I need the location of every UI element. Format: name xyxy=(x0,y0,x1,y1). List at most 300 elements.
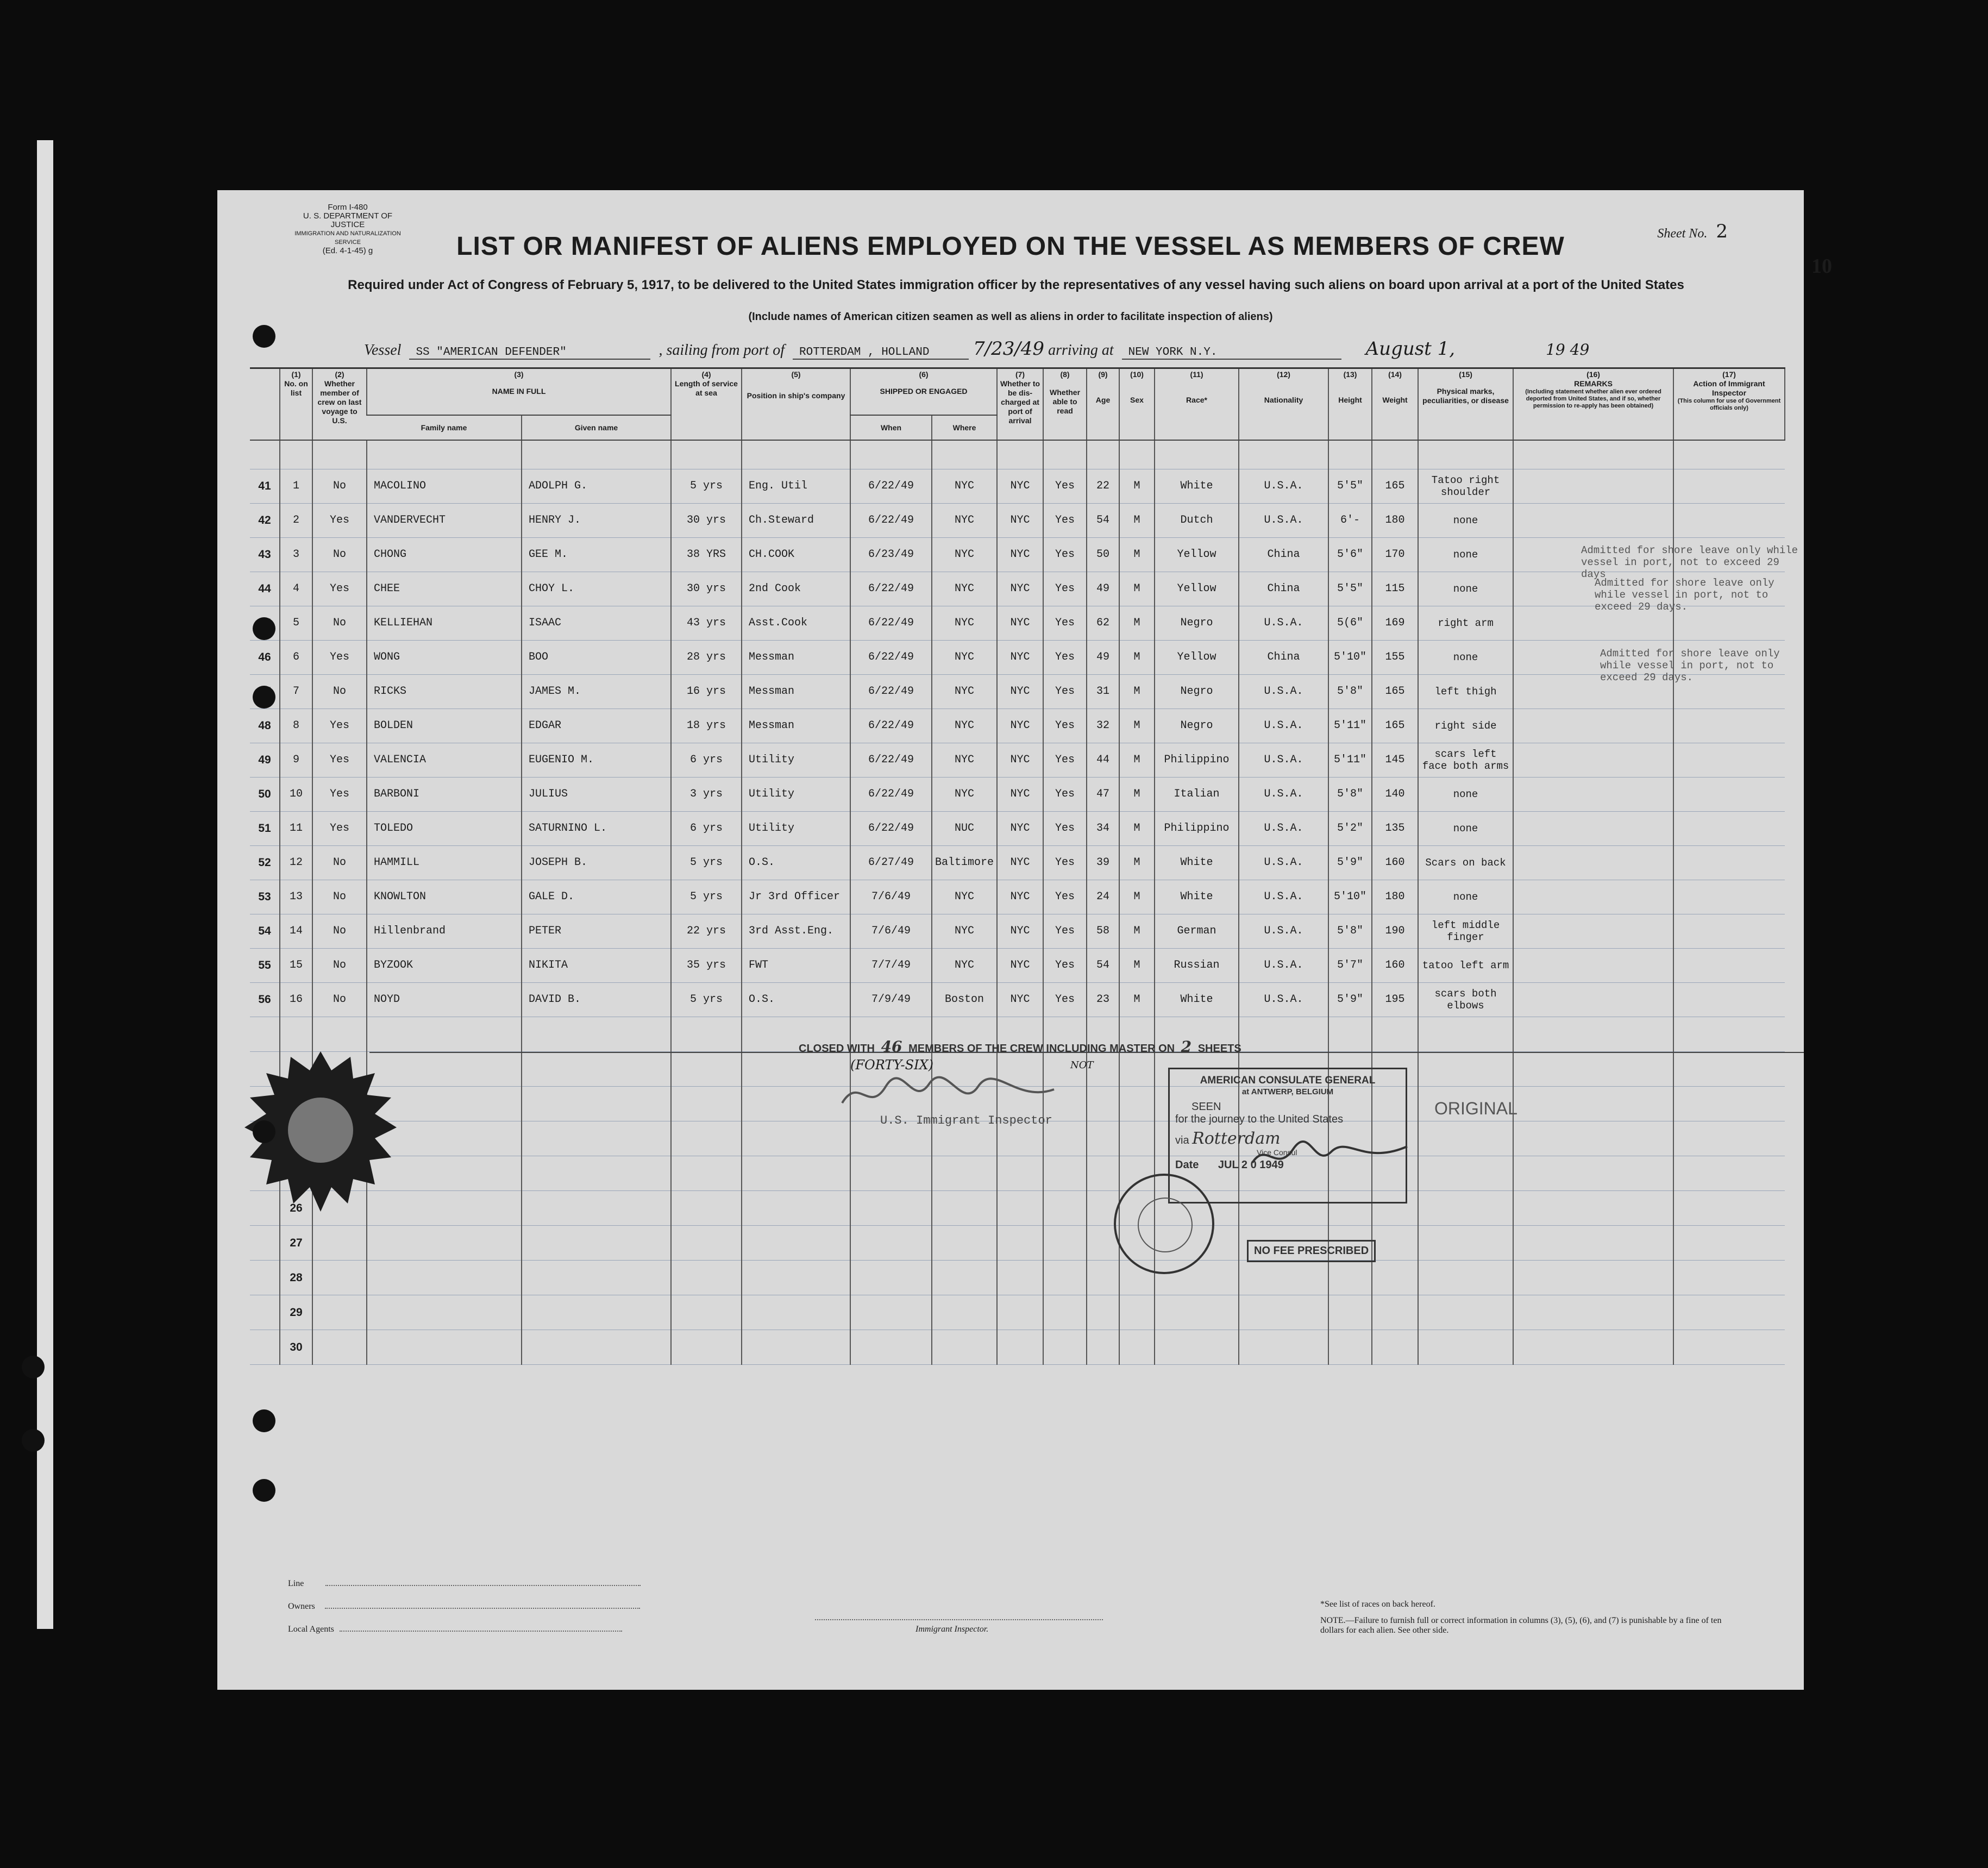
cell-no: 1 xyxy=(280,469,312,504)
via-label: via xyxy=(1175,1134,1189,1146)
cell-nationality: U.S.A. xyxy=(1239,846,1328,880)
cell-service: 30 yrs xyxy=(671,572,742,606)
cell-marks: none xyxy=(1418,572,1513,606)
cell-service: 22 yrs xyxy=(671,914,742,949)
cell-discharge: NYC xyxy=(997,572,1043,606)
cell-inspector-action xyxy=(1673,846,1785,880)
cell-race: Negro xyxy=(1155,675,1239,709)
cell-marks: Tatoo right shoulder xyxy=(1418,469,1513,504)
blank-cell xyxy=(671,1226,742,1261)
cell-where: NYC xyxy=(932,572,997,606)
date-label: Date xyxy=(1175,1159,1199,1171)
cell-where: NYC xyxy=(932,675,997,709)
crew-row xyxy=(250,641,1785,675)
cell-service: 35 yrs xyxy=(671,949,742,983)
footer-owners-field xyxy=(288,1602,640,1612)
cell-when: 7/6/49 xyxy=(850,914,932,949)
punch-hole xyxy=(253,1120,275,1143)
cell-race: Negro xyxy=(1155,709,1239,743)
blank-cell xyxy=(1043,1295,1087,1330)
col-position-header: (5) Position in ship's company xyxy=(742,368,850,441)
cell-nationality: U.S.A. xyxy=(1239,983,1328,1017)
cell-height: 6'- xyxy=(1328,504,1372,538)
cell-height: 5'6" xyxy=(1328,538,1372,572)
blank-cell xyxy=(932,1295,997,1330)
blank-cell xyxy=(522,1330,671,1365)
blank-row xyxy=(250,1226,1785,1261)
cell-service: 6 yrs xyxy=(671,812,742,846)
blank-cell xyxy=(1328,1295,1372,1330)
remark-stamp-2: Admitted for shore leave only while vessel in port, not to exceed 29 days. xyxy=(1595,577,1774,613)
cell-marks: none xyxy=(1418,641,1513,675)
blank-cell xyxy=(312,1330,367,1365)
document-subtitle: Required under Act of Congress of February 5, 1917, to be delivered to the United States immigration officer by the representatives of any vessel having such aliens on board upon arrival at a port of the United States xyxy=(348,278,1684,292)
col-service-header: (4) Length of service at sea xyxy=(671,368,742,441)
blank-cell xyxy=(1673,1226,1785,1261)
cell-read: Yes xyxy=(1043,606,1087,641)
cell-read: Yes xyxy=(1043,504,1087,538)
cell-marks: scars both elbows xyxy=(1418,983,1513,1017)
blank-cell xyxy=(671,1156,742,1191)
crew-count-words: (FORTY-SIX) xyxy=(850,1057,934,1073)
blank-cell xyxy=(1372,1226,1418,1261)
cell-discharge: NYC xyxy=(997,709,1043,743)
crew-row xyxy=(250,846,1785,880)
blank-cell xyxy=(997,1330,1043,1365)
col-nationality-header: (12) Nationality xyxy=(1239,368,1328,441)
cell-sex: M xyxy=(1119,743,1155,778)
cell-inspector-action xyxy=(1673,949,1785,983)
cell-nationality: U.S.A. xyxy=(1239,504,1328,538)
cell-remarks xyxy=(1513,846,1673,880)
cell-service: 6 yrs xyxy=(671,743,742,778)
cell-given: BOO xyxy=(522,641,671,675)
footer-line-field xyxy=(288,1579,641,1589)
crew-row xyxy=(250,880,1785,914)
cell-age: 50 xyxy=(1087,538,1119,572)
consulate-name: AMERICAN CONSULATE GENERAL xyxy=(1200,1075,1376,1086)
crew-row xyxy=(250,538,1785,572)
cell-service: 28 yrs xyxy=(671,641,742,675)
cell-line: 54 xyxy=(250,914,280,949)
cell-when: 6/22/49 xyxy=(850,812,932,846)
cell-race: Yellow xyxy=(1155,572,1239,606)
cell-discharge: NYC xyxy=(997,914,1043,949)
cell-discharge: NYC xyxy=(997,778,1043,812)
closing-statement xyxy=(799,1038,1241,1056)
crew-count: 46 xyxy=(881,1038,902,1056)
blank-row xyxy=(250,1191,1785,1226)
col-shipped-header: (6) SHIPPED OR ENGAGED xyxy=(850,368,997,416)
blank-cell xyxy=(250,1261,280,1295)
cell-height: 5'10" xyxy=(1328,880,1372,914)
cell-nationality: U.S.A. xyxy=(1239,675,1328,709)
cell-sex: M xyxy=(1119,606,1155,641)
blank-cell xyxy=(850,1226,932,1261)
punch-hole xyxy=(253,1409,275,1432)
punch-hole xyxy=(22,1429,45,1452)
blank-cell xyxy=(1043,1156,1087,1191)
cell-discharge: NYC xyxy=(997,846,1043,880)
remark-stamp-3: Admitted for shore leave only while vessel in port, not to exceed 29 days. xyxy=(1600,648,1780,684)
blank-cell xyxy=(1418,1226,1513,1261)
cell-marks: none xyxy=(1418,504,1513,538)
cell-sex: M xyxy=(1119,538,1155,572)
blank-cell xyxy=(1119,1087,1155,1121)
cell-height: 5'9" xyxy=(1328,983,1372,1017)
inspector-label: U.S. Immigrant Inspector xyxy=(880,1114,1052,1127)
cell-when: 6/22/49 xyxy=(850,709,932,743)
seen-label: SEEN xyxy=(1191,1101,1221,1113)
cell-sex: M xyxy=(1119,949,1155,983)
blank-cell xyxy=(1119,1330,1155,1365)
cell-position: Messman xyxy=(742,641,850,675)
blank-cell xyxy=(1513,1330,1673,1365)
cell-weight: 115 xyxy=(1372,572,1418,606)
blank-cell xyxy=(1087,1087,1119,1121)
cell-sex: M xyxy=(1119,504,1155,538)
cell-sex: M xyxy=(1119,572,1155,606)
punch-hole xyxy=(22,1356,45,1378)
blank-cell xyxy=(250,1226,280,1261)
cell-marks: scars left face both arms xyxy=(1418,743,1513,778)
cell-weight: 190 xyxy=(1372,914,1418,949)
cell-race: Dutch xyxy=(1155,504,1239,538)
cell-height: 5'11" xyxy=(1328,709,1372,743)
col-remarks-header: (16) REMARKS (Including statement whether alien ever ordered deported from United States, and if so, whether permission to re-apply has been obtained) xyxy=(1513,368,1673,441)
consulate-seal xyxy=(1114,1174,1214,1274)
members-label: MEMBERS OF THE CREW INCLUDING MASTER ON xyxy=(908,1043,1175,1055)
crew-row xyxy=(250,914,1785,949)
col-line-header xyxy=(250,368,280,441)
blank-cell xyxy=(312,1017,367,1052)
cell-given: JOSEPH B. xyxy=(522,846,671,880)
cell-where: Baltimore xyxy=(932,846,997,880)
cell-given: JULIUS xyxy=(522,778,671,812)
cell-weight: 160 xyxy=(1372,949,1418,983)
crew-row xyxy=(250,606,1785,641)
cell-sex: M xyxy=(1119,641,1155,675)
blank-cell xyxy=(1418,1330,1513,1365)
blank-line-number: 29 xyxy=(280,1295,312,1330)
cell-nationality: U.S.A. xyxy=(1239,880,1328,914)
blank-cell xyxy=(367,1261,522,1295)
cell-prev: No xyxy=(312,675,367,709)
cell-age: 34 xyxy=(1087,812,1119,846)
cell-when: 6/22/49 xyxy=(850,606,932,641)
cell-nationality: China xyxy=(1239,538,1328,572)
cell-no: 4 xyxy=(280,572,312,606)
blank-cell xyxy=(522,1156,671,1191)
blank-line-number: 30 xyxy=(280,1330,312,1365)
cell-family: BARBONI xyxy=(367,778,522,812)
blank-cell xyxy=(1087,1121,1119,1156)
cell-position: FWT xyxy=(742,949,850,983)
blank-cell xyxy=(671,1087,742,1121)
blank-cell xyxy=(932,1156,997,1191)
cell-prev: No xyxy=(312,606,367,641)
cell-inspector-action xyxy=(1673,914,1785,949)
cell-read: Yes xyxy=(1043,538,1087,572)
col-inspector-header: (17) Action of Immigrant Inspector (This column for use of Government officials only) xyxy=(1673,368,1785,441)
cell-given: SATURNINO L. xyxy=(522,812,671,846)
cell-age: 47 xyxy=(1087,778,1119,812)
cell-read: Yes xyxy=(1043,949,1087,983)
col-name-header: (3) NAME IN FULL xyxy=(367,368,671,416)
cell-discharge: NYC xyxy=(997,641,1043,675)
cell-marks: none xyxy=(1418,778,1513,812)
blank-cell xyxy=(1043,1330,1087,1365)
cell-remarks xyxy=(1513,812,1673,846)
cell-no: 10 xyxy=(280,778,312,812)
penalty-note: NOTE.—Failure to furnish full or correct information in columns (3), (5), (6), and (7) is punishable by a fine of ten dollars for each alien. See other side. xyxy=(1320,1616,1722,1635)
cell-given: PETER xyxy=(522,914,671,949)
blank-cell xyxy=(742,1261,850,1295)
cell-family: WONG xyxy=(367,641,522,675)
cell-when: 6/22/49 xyxy=(850,743,932,778)
blank-cell xyxy=(742,1191,850,1226)
col-list-no-header: (1) No. on list xyxy=(280,368,312,441)
crew-manifest-table xyxy=(250,367,1785,1365)
cell-where: NYC xyxy=(932,949,997,983)
department-name: U. S. DEPARTMENT OF JUSTICE xyxy=(303,211,393,229)
cell-nationality: U.S.A. xyxy=(1239,606,1328,641)
cell-remarks xyxy=(1513,743,1673,778)
blank-cell xyxy=(1513,1017,1673,1052)
sheets-label: SHEETS xyxy=(1197,1043,1241,1055)
cell-position: O.S. xyxy=(742,983,850,1017)
consulate-date: JUL 2 0 1949 xyxy=(1218,1159,1284,1171)
cell-height: 5'10" xyxy=(1328,641,1372,675)
col-read-header: (8) Whether able to read xyxy=(1043,368,1087,441)
cell-read: Yes xyxy=(1043,675,1087,709)
cell-line: 50 xyxy=(250,778,280,812)
sailing-label: , sailing from port of xyxy=(659,342,785,359)
cell-no: 14 xyxy=(280,914,312,949)
blank-cell xyxy=(742,1087,850,1121)
cell-given: GEE M. xyxy=(522,538,671,572)
cell-discharge: NYC xyxy=(997,504,1043,538)
footer-inspector-label: Immigrant Inspector. xyxy=(915,1625,989,1634)
cell-weight: 145 xyxy=(1372,743,1418,778)
arriving-label: arriving at xyxy=(1048,342,1114,359)
crew-row xyxy=(250,778,1785,812)
blank-cell xyxy=(850,1295,932,1330)
blank-cell xyxy=(522,1191,671,1226)
cell-position: O.S. xyxy=(742,846,850,880)
cell-age: 58 xyxy=(1087,914,1119,949)
blank-cell xyxy=(250,1330,280,1365)
blank-cell xyxy=(1043,1261,1087,1295)
cell-race: White xyxy=(1155,983,1239,1017)
blank-cell xyxy=(742,1330,850,1365)
blank-row xyxy=(250,1156,1785,1191)
cell-where: NUC xyxy=(932,812,997,846)
cell-given: ISAAC xyxy=(522,606,671,641)
cell-prev: No xyxy=(312,949,367,983)
cell-prev: Yes xyxy=(312,504,367,538)
cell-given: JAMES M. xyxy=(522,675,671,709)
blank-cell xyxy=(742,1156,850,1191)
col-discharge-header: (7) Whether to be dis-charged at port of arrival xyxy=(997,368,1043,441)
cell-age: 62 xyxy=(1087,606,1119,641)
cell-height: 5(6" xyxy=(1328,606,1372,641)
cell-remarks xyxy=(1513,504,1673,538)
via-port: Rotterdam xyxy=(1192,1129,1281,1148)
cell-family: BYZOOK xyxy=(367,949,522,983)
blank-cell xyxy=(671,1052,742,1087)
cell-race: Yellow xyxy=(1155,538,1239,572)
arrival-year: 19 49 xyxy=(1546,341,1590,359)
cell-no: 12 xyxy=(280,846,312,880)
blank-cell xyxy=(367,1017,522,1052)
cell-nationality: U.S.A. xyxy=(1239,778,1328,812)
col-marks-header: (15) Physical marks, peculiarities, or disease xyxy=(1418,368,1513,441)
blank-cell xyxy=(1372,1017,1418,1052)
cell-height: 5'11" xyxy=(1328,743,1372,778)
col-sex-header: (10) Sex xyxy=(1119,368,1155,441)
cell-weight: 180 xyxy=(1372,880,1418,914)
blank-line-number: 27 xyxy=(280,1226,312,1261)
cell-age: 24 xyxy=(1087,880,1119,914)
cell-line: 44 xyxy=(250,572,280,606)
blank-cell xyxy=(1328,1261,1372,1295)
vessel-label: Vessel xyxy=(364,342,402,359)
cell-no: 7 xyxy=(280,675,312,709)
blank-cell xyxy=(671,1191,742,1226)
cell-given: GALE D. xyxy=(522,880,671,914)
races-note: *See list of races on back hereof. xyxy=(1320,1600,1435,1609)
cell-where: NYC xyxy=(932,606,997,641)
blank-cell xyxy=(850,1330,932,1365)
cell-when: 6/22/49 xyxy=(850,572,932,606)
cell-line: 56 xyxy=(250,983,280,1017)
cell-discharge: NYC xyxy=(997,538,1043,572)
cell-family: TOLEDO xyxy=(367,812,522,846)
blank-cell xyxy=(997,1191,1043,1226)
cell-weight: 140 xyxy=(1372,778,1418,812)
cell-when: 7/6/49 xyxy=(850,880,932,914)
blank-cell xyxy=(850,1261,932,1295)
cell-position: Utility xyxy=(742,812,850,846)
cell-sex: M xyxy=(1119,675,1155,709)
cell-family: VALENCIA xyxy=(367,743,522,778)
cell-family: CHEE xyxy=(367,572,522,606)
cell-service: 5 yrs xyxy=(671,846,742,880)
cell-prev: No xyxy=(312,914,367,949)
blank-cell xyxy=(367,1330,522,1365)
cell-weight: 165 xyxy=(1372,709,1418,743)
cell-weight: 135 xyxy=(1372,812,1418,846)
cell-position: 2nd Cook xyxy=(742,572,850,606)
cell-read: Yes xyxy=(1043,469,1087,504)
service-name: IMMIGRATION AND NATURALIZATION SERVICE xyxy=(294,230,401,246)
cell-marks: left thigh xyxy=(1418,675,1513,709)
cell-no: 2 xyxy=(280,504,312,538)
cell-service: 3 yrs xyxy=(671,778,742,812)
cell-where: Boston xyxy=(932,983,997,1017)
blank-cell xyxy=(1119,1121,1155,1156)
cell-where: NYC xyxy=(932,778,997,812)
sailing-date: 7/23/49 xyxy=(973,338,1045,360)
cell-weight: 165 xyxy=(1372,675,1418,709)
no-fee-stamp: NO FEE PRESCRIBED xyxy=(1247,1240,1376,1262)
footer-agents-label: Local Agents xyxy=(288,1625,334,1634)
cell-given: EUGENIO M. xyxy=(522,743,671,778)
blank-cell xyxy=(671,1295,742,1330)
cell-no: 6 xyxy=(280,641,312,675)
blank-cell xyxy=(1087,1295,1119,1330)
blank-row xyxy=(250,1295,1785,1330)
cell-position: Eng. Util xyxy=(742,469,850,504)
cell-family: NOYD xyxy=(367,983,522,1017)
crew-row xyxy=(250,469,1785,504)
cell-read: Yes xyxy=(1043,709,1087,743)
blank-cell xyxy=(1043,1191,1087,1226)
cell-sex: M xyxy=(1119,983,1155,1017)
blank-cell xyxy=(1155,1330,1239,1365)
cell-inspector-action xyxy=(1673,983,1785,1017)
blank-cell xyxy=(1513,1226,1673,1261)
cell-given: EDGAR xyxy=(522,709,671,743)
cell-read: Yes xyxy=(1043,641,1087,675)
blank-cell xyxy=(1087,1330,1119,1365)
cell-weight: 160 xyxy=(1372,846,1418,880)
cell-inspector-action xyxy=(1673,469,1785,504)
cell-no: 5 xyxy=(280,606,312,641)
punch-hole xyxy=(253,325,275,348)
cell-prev: No xyxy=(312,983,367,1017)
cell-weight: 155 xyxy=(1372,641,1418,675)
cell-position: Messman xyxy=(742,709,850,743)
cell-discharge: NYC xyxy=(997,983,1043,1017)
cell-prev: Yes xyxy=(312,743,367,778)
cell-where: NYC xyxy=(932,469,997,504)
blank-cell xyxy=(1513,1156,1673,1191)
cell-prev: Yes xyxy=(312,709,367,743)
punch-hole xyxy=(253,617,275,640)
blank-cell xyxy=(1673,1052,1785,1087)
cell-nationality: U.S.A. xyxy=(1239,949,1328,983)
cell-remarks xyxy=(1513,949,1673,983)
cell-age: 23 xyxy=(1087,983,1119,1017)
cell-sex: M xyxy=(1119,880,1155,914)
blank-cell xyxy=(1418,1191,1513,1226)
blank-cell xyxy=(742,1121,850,1156)
cell-race: White xyxy=(1155,880,1239,914)
form-number: Form I-480 xyxy=(328,203,368,212)
cell-prev: Yes xyxy=(312,641,367,675)
cell-where: NYC xyxy=(932,709,997,743)
blank-cell xyxy=(671,1017,742,1052)
blank-cell xyxy=(671,1261,742,1295)
blank-cell xyxy=(850,1191,932,1226)
consulate-location: at ANTWERP, BELGIUM xyxy=(1241,1087,1334,1096)
blank-cell xyxy=(742,1226,850,1261)
blank-cell xyxy=(367,1295,522,1330)
cell-family: RICKS xyxy=(367,675,522,709)
crew-row xyxy=(250,709,1785,743)
blank-cell xyxy=(1418,1156,1513,1191)
cell-age: 39 xyxy=(1087,846,1119,880)
cell-inspector-action xyxy=(1673,504,1785,538)
cell-read: Yes xyxy=(1043,743,1087,778)
vessel-name: SS "AMERICAN DEFENDER" xyxy=(409,346,650,360)
cell-discharge: NYC xyxy=(997,949,1043,983)
blank-cell xyxy=(997,1261,1043,1295)
cell-service: 16 yrs xyxy=(671,675,742,709)
cell-weight: 169 xyxy=(1372,606,1418,641)
